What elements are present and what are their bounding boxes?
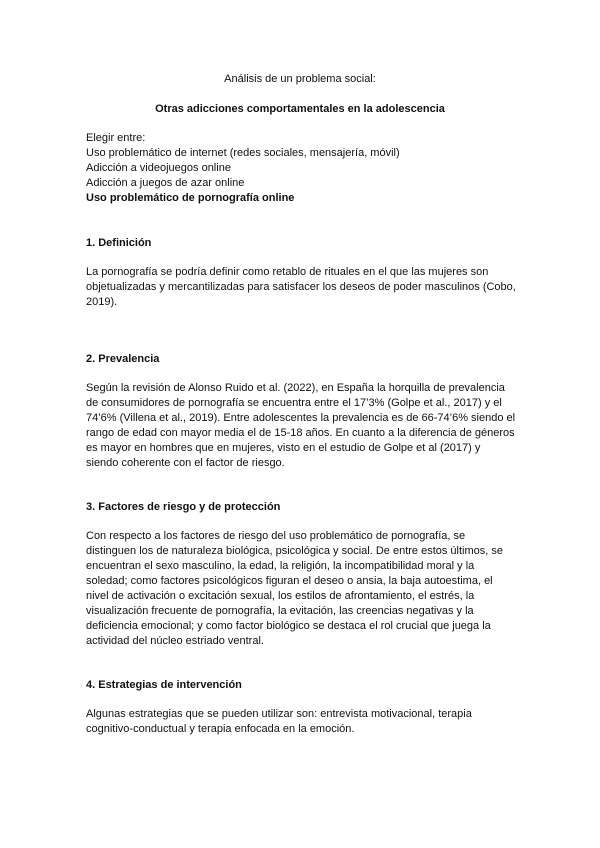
paragraph-line: es mayor en hombres que en mujeres, visto en el estudio de Golpe et al (2017) y	[86, 442, 481, 454]
option-pornography-selected: Uso problemático de pornografía online	[86, 192, 295, 204]
section-body-definition	[86, 265, 518, 310]
paragraph-line: visualización frecuente de pornografía, la evitación, las creencias negativas y la	[86, 605, 474, 617]
paragraph-line: 2019).	[86, 296, 118, 308]
section-heading-interventions: 4. Estrategias de intervención	[86, 679, 242, 691]
paragraph-line: 74’6% (Villena et al., 2019). Entre adolescentes la prevalencia es de 66-74’6% siendo el	[86, 412, 516, 424]
document-title: Análisis de un problema social:	[224, 73, 376, 85]
paragraph-line: nivel de activación o excitación sexual, los estilos de afrontamiento, el estrés, la	[86, 590, 475, 602]
section-body-interventions	[86, 707, 518, 737]
option-internet: Uso problemático de internet (redes sociales, mensajería, móvil)	[86, 147, 400, 159]
section-heading-risk-factors: 3. Factores de riesgo y de protección	[86, 501, 281, 513]
paragraph-line: La pornografía se podría definir como retablo de rituales en el que las mujeres son	[86, 266, 489, 278]
paragraph-line: rango de edad con mayor media el de 15-18 años. En cuanto a la diferencia de géneros	[86, 427, 515, 439]
option-videogames: Adicción a videojuegos online	[86, 162, 231, 174]
topic-options	[86, 131, 526, 206]
section-body-risk-factors	[86, 529, 518, 649]
paragraph-line: siendo coherente con el factor de riesgo.	[86, 457, 285, 469]
paragraph-line: Algunas estrategias que se pueden utilizar son: entrevista motivacional, terapia	[86, 708, 472, 720]
paragraph-line: cognitivo-conductual y terapia enfocada en la emoción.	[86, 723, 355, 735]
paragraph-line: encuentran el sexo masculino, la edad, la religión, la incompatibilidad moral y la	[86, 560, 475, 572]
paragraph-line: deficiencia emocional; y como factor biológico se destaca el rol crucial que juega la	[86, 620, 491, 632]
options-label: Elegir entre:	[86, 132, 146, 144]
section-heading-definition: 1. Definición	[86, 237, 152, 249]
section-body-prevalence	[86, 381, 518, 471]
option-gambling: Adicción a juegos de azar online	[86, 177, 245, 189]
paragraph-line: Con respecto a los factores de riesgo del uso problemático de pornografía, se	[86, 530, 466, 542]
paragraph-line: Según la revisión de Alonso Ruido et al. (2022), en España la horquilla de prevalencia	[86, 382, 505, 394]
paragraph-line: objetualizadas y mercantilizadas para satisfacer los deseos de poder masculinos (Cobo,	[86, 281, 516, 293]
paragraph-line: soledad; como factores psicológicos figuran el deseo o ansia, la baja autoestima, el	[86, 575, 493, 587]
paragraph-line: de consumidores de pornografía se encuentra entre el 17’3% (Golpe et al., 2017) y el	[86, 397, 502, 409]
paragraph-line: distinguen los de naturaleza biológica, psicológica y social. De entre estos últimos, se	[86, 545, 504, 557]
paragraph-line: actividad del núcleo estriado ventral.	[86, 635, 264, 647]
document-subtitle: Otras adicciones comportamentales en la adolescencia	[155, 103, 445, 115]
section-heading-prevalence: 2. Prevalencia	[86, 353, 160, 365]
